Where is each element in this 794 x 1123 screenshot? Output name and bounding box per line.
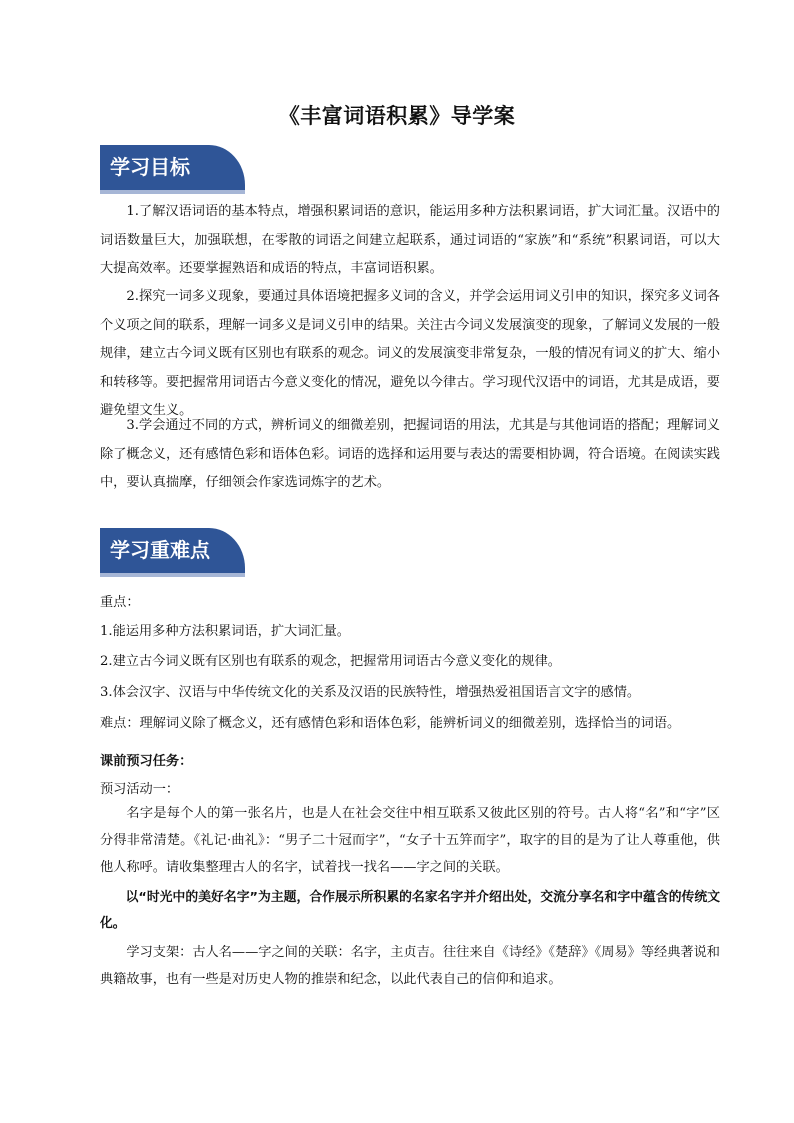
key-label: 重点： (100, 595, 140, 610)
goal-paragraph-1: 1.了解汉语词语的基本特点，增强积累词语的意识，能运用多种方法积累词语，扩大词汇量。汉语中的词语数量巨大，加强联想，在零散的词语之间建立起联系，通过词语的“家族”和“系统”积累词语，可以大大提高效率。还要掌握熟语和成语的特点，丰富词语积累。 (100, 204, 720, 276)
banner-underline (100, 573, 245, 577)
key-point-1: 1.能运用多种方法积累词语，扩大词汇量。 (100, 624, 350, 639)
activity-task: 以“时光中的美好名字”为主题，合作展示所积累的名家名字并介绍出处，交流分享名和字中蕴含的传统文化。 (100, 890, 720, 931)
section-header-key-points-label: 学习重难点 (110, 538, 210, 562)
goal-paragraph-3: 3.学会通过不同的方式，辨析词义的细微差别，把握词语的用法，尤其是与其他词语的搭配；理解词义除了概念义，还有感情色彩和语体色彩。词语的选择和运用要与表达的需要相协调，符合语境。在阅读实践中，要认真揣摩，仔细领会作家选词炼字的艺术。 (100, 418, 720, 490)
section-header-goals-label: 学习目标 (110, 155, 190, 179)
difficulty-text: 难点：理解词义除了概念义，还有感情色彩和语体色彩，能辨析词义的细微差别，选择恰当的词语。 (100, 716, 681, 731)
key-point-2: 2.建立古今词义既有区别也有联系的观念，把握常用词语古今意义变化的规律。 (100, 654, 561, 669)
key-point-3: 3.体会汉字、汉语与中华传统文化的关系及汉语的民族特性，增强热爱祖国语言文字的感情。 (100, 685, 641, 700)
goal-paragraph-2: 2.探究一词多义现象，要通过具体语境把握多义词的含义，并学会运用词义引申的知识，探究多义词各个义项之间的联系，理解一词多义是词义引申的结果。关注古今词义发展演变的现象，了解词义发展的一般规律，建立古今词义既有区别也有联系的观念。词义的发展演变非常复杂，一般的情况有词义的扩大、缩小和转移等。要把握常用词语古今意义变化的情况，避免以今律古。学习现代汉语中的词语，尤其是成语，要避免望文生义。 (100, 289, 720, 418)
activity-label: 预习活动一： (100, 782, 180, 797)
activity-text: 名字是每个人的第一张名片，也是人在社会交往中相互联系又彼此区别的符号。古人将“名”和“字”区分得非常清楚。《礼记·曲礼》：“男子二十冠而字”，“女子十五笄而字”，取字的目的是为了让人尊重他，供他人称呼。请收集整理古人的名字，试着找一找名——字之间的关联。 (100, 806, 720, 875)
learning-support: 学习支架：古人名——字之间的关联：名字，主贞吉。往往来自《诗经》《楚辞》《周易》等经典著说和典籍故事，也有一些是对历史人物的推崇和纪念，以此代表自己的信仰和追求。 (100, 945, 720, 987)
banner-underline (100, 190, 245, 194)
preview-title: 课前预习任务： (100, 754, 193, 769)
section-header-key-points (100, 528, 245, 573)
section-header-goals (100, 145, 245, 190)
document-title: 《丰富词语积累》导学案 (278, 104, 516, 128)
